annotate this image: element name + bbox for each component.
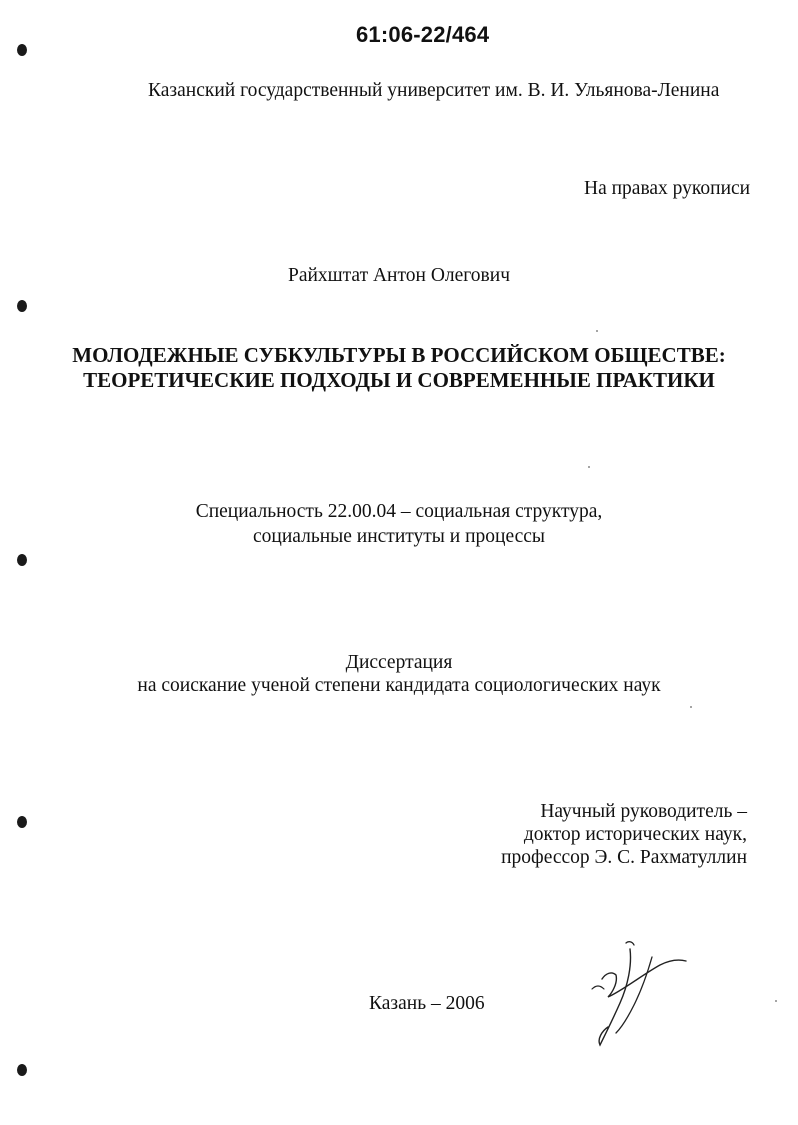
degree-line-2: на соискание ученой степени кандидата социологических наук xyxy=(137,675,661,696)
advisor-block xyxy=(501,800,747,869)
advisor-line-2: доктор исторических наук, xyxy=(523,824,747,845)
university-name: Казанский государственный университет им. В. И. Ульянова-Ленина xyxy=(148,80,720,101)
scan-speck xyxy=(596,330,598,332)
scan-speck xyxy=(775,1000,777,1002)
title-line-2: ТЕОРЕТИЧЕСКИЕ ПОДХОДЫ И СОВРЕМЕННЫЕ ПРАКТИКИ xyxy=(83,368,715,392)
advisor-line-1: Научный руководитель – xyxy=(540,801,747,822)
binding-hole-icon xyxy=(17,1064,27,1076)
title-line-1: МОЛОДЕЖНЫЕ СУБКУЛЬТУРЫ В РОССИЙСКОМ ОБЩЕСТВЕ: xyxy=(72,343,726,367)
specialty-line-1: Специальность 22.00.04 – социальная структура, xyxy=(195,501,603,522)
binding-hole-icon xyxy=(17,300,27,312)
binding-hole-icon xyxy=(17,816,27,828)
degree-block xyxy=(0,651,798,697)
scan-speck xyxy=(690,706,692,708)
dissertation-title xyxy=(0,343,798,393)
handwritten-signature-icon xyxy=(582,935,692,1050)
scan-speck xyxy=(588,466,590,468)
specialty-block xyxy=(0,499,798,549)
city-year: Казань – 2006 xyxy=(369,993,485,1014)
catalog-number: 61:06-22/464 xyxy=(356,22,490,47)
binding-hole-icon xyxy=(17,554,27,566)
advisor-line-3: профессор Э. С. Рахматуллин xyxy=(501,847,747,868)
degree-line-1: Диссертация xyxy=(345,652,453,673)
author-name: Райхштат Антон Олегович xyxy=(287,265,511,286)
manuscript-rights-note: На правах рукописи xyxy=(584,178,751,199)
specialty-line-2: социальные институты и процессы xyxy=(252,526,546,547)
binding-hole-icon xyxy=(17,44,27,56)
